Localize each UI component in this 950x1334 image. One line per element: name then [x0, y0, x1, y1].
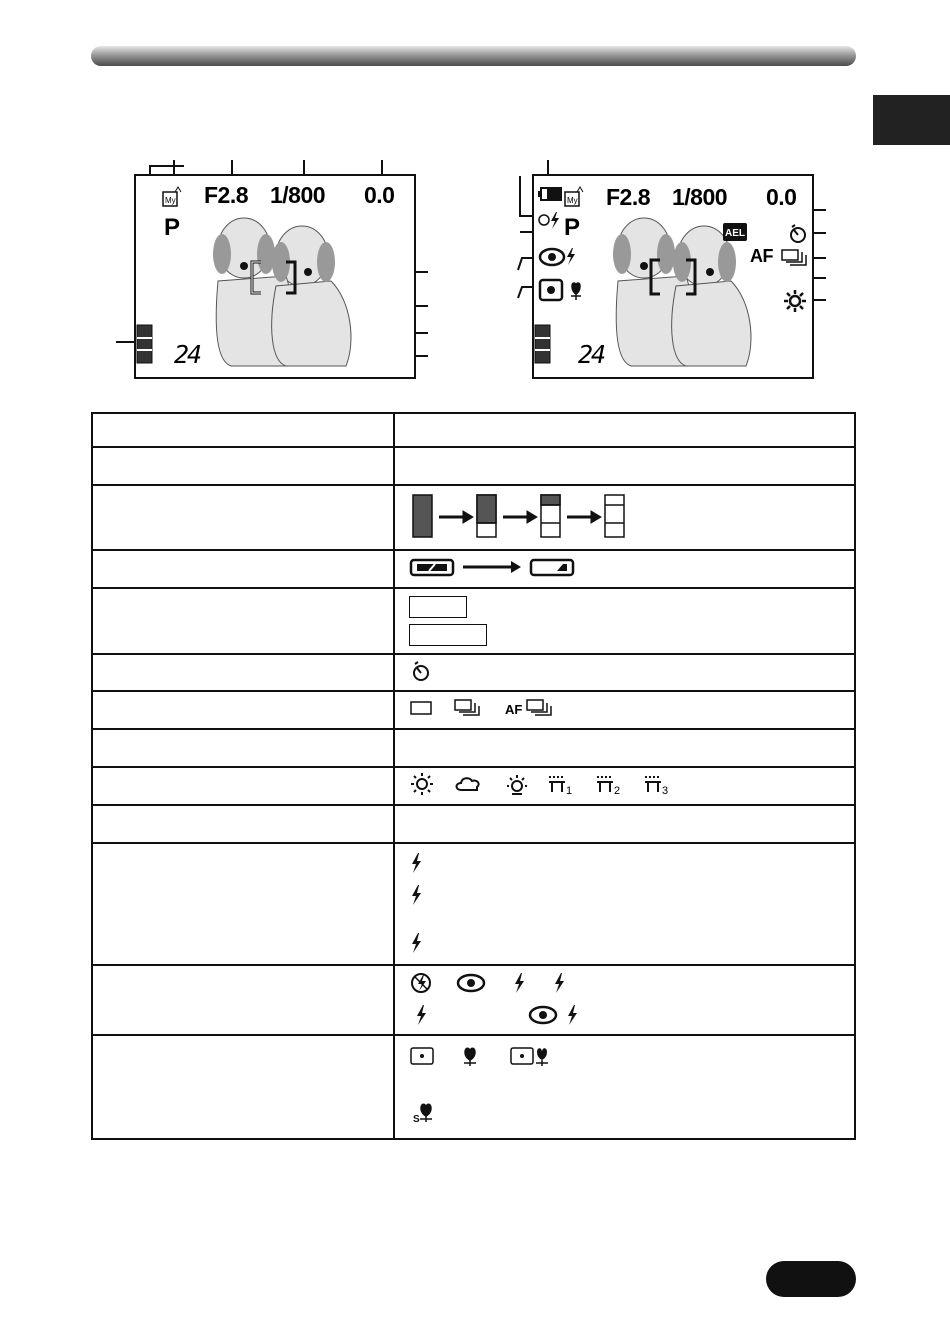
table-cell	[92, 447, 394, 485]
single-frame-icon	[411, 702, 431, 714]
table-cell	[92, 767, 394, 805]
table-cell	[92, 691, 394, 729]
svg-text:AEL: AEL	[725, 228, 745, 239]
cloud-icon	[457, 778, 479, 790]
red-eye-icon	[458, 975, 484, 991]
table-cell	[92, 413, 394, 447]
table-row	[92, 965, 855, 1035]
svg-text:My: My	[165, 196, 176, 205]
flash-mode-icons	[409, 969, 609, 1027]
svg-text:3: 3	[662, 785, 669, 796]
macro-icon	[464, 1048, 476, 1066]
my-mode-icon	[162, 186, 182, 208]
fluorescent-icon	[549, 777, 565, 792]
table-row	[92, 447, 855, 485]
table-cell	[394, 413, 855, 447]
page-number-badge	[766, 1261, 856, 1297]
table-row	[92, 729, 855, 767]
table-row	[92, 691, 855, 729]
my-mode-icon	[564, 186, 584, 208]
red-eye-flash-icon	[530, 1005, 577, 1025]
battery-level-sequence-icon	[409, 492, 639, 540]
table-row	[92, 805, 855, 843]
table-cell	[92, 965, 394, 1035]
sequential-shooting-icon	[780, 248, 808, 266]
table-cell	[92, 588, 394, 654]
table-cell	[92, 729, 394, 767]
spot-macro-icon	[511, 1048, 548, 1066]
table-cell	[92, 654, 394, 691]
table-cell	[394, 729, 855, 767]
table-cell	[394, 447, 855, 485]
table-cell	[394, 691, 855, 729]
sun-icon	[411, 773, 433, 795]
flash-icon	[409, 884, 423, 906]
exposure-comp-value: 0.0	[364, 182, 395, 208]
lcd-screen-right	[532, 174, 814, 379]
red-eye-flash-icon	[538, 246, 578, 268]
table-cell	[394, 485, 855, 550]
aperture-value: F2.8	[606, 184, 651, 210]
shutter-speed-value: 1/800	[270, 182, 326, 208]
flash-icon	[555, 973, 564, 993]
spot-metering-icon	[411, 1048, 433, 1064]
table-cell	[394, 550, 855, 588]
sun-icon	[784, 290, 806, 312]
flash-icon	[409, 932, 423, 954]
sequential-shooting-icon	[455, 700, 479, 715]
aperture-value: F2.8	[204, 182, 249, 208]
table-cell	[394, 767, 855, 805]
frame-counter: 24	[174, 340, 201, 369]
white-balance-icons	[409, 772, 679, 796]
table-cell	[92, 550, 394, 588]
svg-text:S: S	[413, 1114, 420, 1125]
battery-indicator-sequence-icon	[409, 556, 589, 578]
table-cell	[394, 654, 855, 691]
table-row	[92, 485, 855, 550]
svg-text:My: My	[567, 196, 578, 205]
table-cell	[394, 965, 855, 1035]
indicator-table	[91, 412, 856, 1140]
flash-icon	[409, 852, 423, 874]
table-cell	[92, 805, 394, 843]
shooting-mode: P	[564, 214, 580, 241]
table-cell	[394, 843, 855, 965]
battery-bars-icon	[136, 324, 154, 364]
shutter-speed-value: 1/800	[672, 184, 728, 210]
table-cell	[394, 805, 855, 843]
tungsten-icon	[507, 775, 527, 794]
table-cell	[92, 843, 394, 965]
label-box	[409, 596, 467, 618]
table-cell	[394, 588, 855, 654]
table-row	[92, 588, 855, 654]
battery-icon	[538, 186, 564, 202]
flash-icon	[417, 1005, 426, 1025]
self-timer-icon	[409, 660, 433, 682]
frame-counter: 24	[578, 340, 605, 369]
table-cell	[92, 1035, 394, 1139]
table-row	[92, 1035, 855, 1139]
shooting-mode: P	[164, 214, 180, 241]
af-sequential-icon	[527, 700, 551, 715]
table-cell	[394, 1035, 855, 1139]
flash-icon	[515, 973, 524, 993]
af-label: AF	[505, 702, 523, 717]
table-row	[92, 550, 855, 588]
ael-icon	[722, 222, 748, 242]
flash-ready-icon	[538, 210, 564, 230]
self-timer-icon	[788, 224, 808, 244]
fluorescent-icon	[597, 777, 613, 792]
battery-bars-icon	[534, 324, 552, 364]
metering-macro-icons	[409, 1044, 569, 1134]
table-row	[92, 413, 855, 447]
table-row	[92, 767, 855, 805]
table-row	[92, 654, 855, 691]
super-macro-icon	[413, 1104, 432, 1125]
af-label: AF	[750, 246, 773, 266]
exposure-comp-value: 0.0	[766, 184, 797, 210]
lcd-screen-left	[134, 174, 416, 379]
label-box	[409, 624, 487, 646]
svg-text:1: 1	[566, 785, 573, 796]
fluorescent-icon	[645, 777, 661, 792]
flash-off-icon	[412, 974, 430, 992]
svg-text:2: 2	[614, 785, 621, 796]
drive-mode-icons	[409, 697, 559, 719]
spot-macro-icon	[538, 278, 590, 302]
table-row	[92, 843, 855, 965]
table-cell	[92, 485, 394, 550]
